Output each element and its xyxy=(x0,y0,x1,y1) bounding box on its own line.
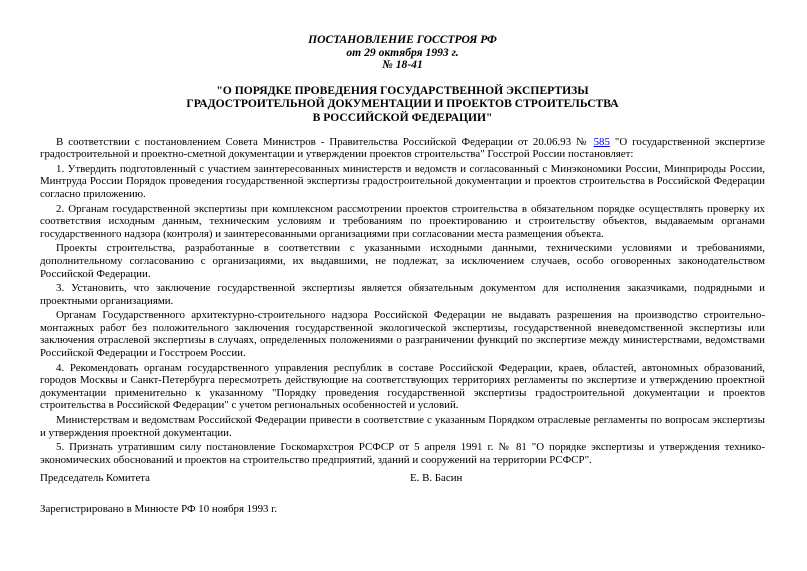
signatory-name: Е. В. Басин xyxy=(410,472,463,485)
paragraph-item-5: 5. Признать утратившим силу постановление Госкомархстроя РСФСР от 5 апреля 1991 г. № 81 "О порядке экспертизы и утверждения технико-экономических обоснований и проектов на строительство предприятий, зданий и сооружений на территории РСФСР". xyxy=(40,441,765,466)
signature-block xyxy=(40,472,765,485)
paragraph-item-4: 4. Рекомендовать органам государственного управления республик в составе Российской Федерации, краев, областей, автономных образований, городов Москвы и Санкт-Петербурга пересмотреть действующие на соответствующих территориях регламенты по экспертизе и утверждению проектной документации применительно к указанному "Порядку проведения государственной экспертизы градостроительной документации и проектов строительства в Российской Федерации" с учетом региональных особенностей и условий. xyxy=(40,361,765,412)
document-body xyxy=(40,136,765,467)
title-line-2: ГРАДОСТРОИТЕЛЬНОЙ ДОКУМЕНТАЦИИ И ПРОЕКТОВ СТРОИТЕЛЬСТВА xyxy=(186,97,619,111)
intro-text-end: "О государственной экспертизе градостроительной и проектно-сметной документации и утверждении проектов строительства" Госстрой России постановляет: xyxy=(40,135,765,161)
paragraph-item-2-continued: Проекты строительства, разработанные в соответствии с указанными исходными данными, техническими условиями и требованиями, дополнительному согласованию с организациями, их выдавшими, не подлежат, за исключением случаев, особо оговоренных законодательством Российской Федерации. xyxy=(40,242,765,280)
document-header xyxy=(40,34,765,72)
signatory-position: Председатель Комитета xyxy=(40,472,151,485)
intro-paragraph xyxy=(40,136,765,161)
paragraph-item-3-continued: Органам Государственного архитектурно-строительного надзора Российской Федерации не выдавать разрешения на производство строительно-монтажных работ без положительного заключения государственной экологической экспертизы, государственной вневедомственной экспертизы или заключения отраслевой экспертизы в случаях, определенных положениями о разграничении функций по экспертизе между министерствами, ведомствами Российской Федерации и Госстроем России. xyxy=(40,309,765,360)
document-number: № 18-41 xyxy=(382,58,423,72)
paragraph-item-1: 1. Утвердить подготовленный с участием заинтересованных министерств и ведомств и согласованный с Минэкономики России, Минприроды России, Минтруда России Порядок проведения государственной экспертизы градостроительной документации и проектов строительства в Российской Федерации согласно приложению. xyxy=(40,162,765,200)
paragraph-item-2: 2. Органам государственной экспертизы при комплексном рассмотрении проектов строительства в обязательном порядке осуществлять проверку их соответствия исходным данным, техническим условиям и требованиям по проектированию и строительству объектов, выдаваемым органами государственного надзора (контроля) и заинтересованными организациями при согласовании места размещения объекта. xyxy=(40,202,765,240)
intro-text-start: В соответствии с постановлением Совета Министров - Правительства Российской Федерации от 20.06.93 № xyxy=(56,135,594,148)
paragraph-item-4-continued: Министерствам и ведомствам Российской Федерации привести в соответствие с указанным Порядком отраслевые регламенты по вопросам экспертизы и утверждения проектной документации. xyxy=(40,414,765,439)
resolution-585-link[interactable]: 585 xyxy=(593,135,610,148)
registration-note: Зарегистрировано в Минюсте РФ 10 ноября 1993 г. xyxy=(40,503,278,516)
title-line-1: "О ПОРЯДКЕ ПРОВЕДЕНИЯ ГОСУДАРСТВЕННОЙ ЭКСПЕРТИЗЫ xyxy=(216,83,589,97)
document-date: от 29 октября 1993 г. xyxy=(346,45,459,59)
document-title xyxy=(40,84,765,125)
paragraph-item-3: 3. Установить, что заключение государственной экспертизы является обязательным документом для исполнения заказчиками, подрядными и проектными организациями. xyxy=(40,282,765,307)
title-line-3: В РОССИЙСКОЙ ФЕДЕРАЦИИ" xyxy=(312,110,493,124)
document-type: ПОСТАНОВЛЕНИЕ ГОССТРОЯ РФ xyxy=(308,33,497,46)
